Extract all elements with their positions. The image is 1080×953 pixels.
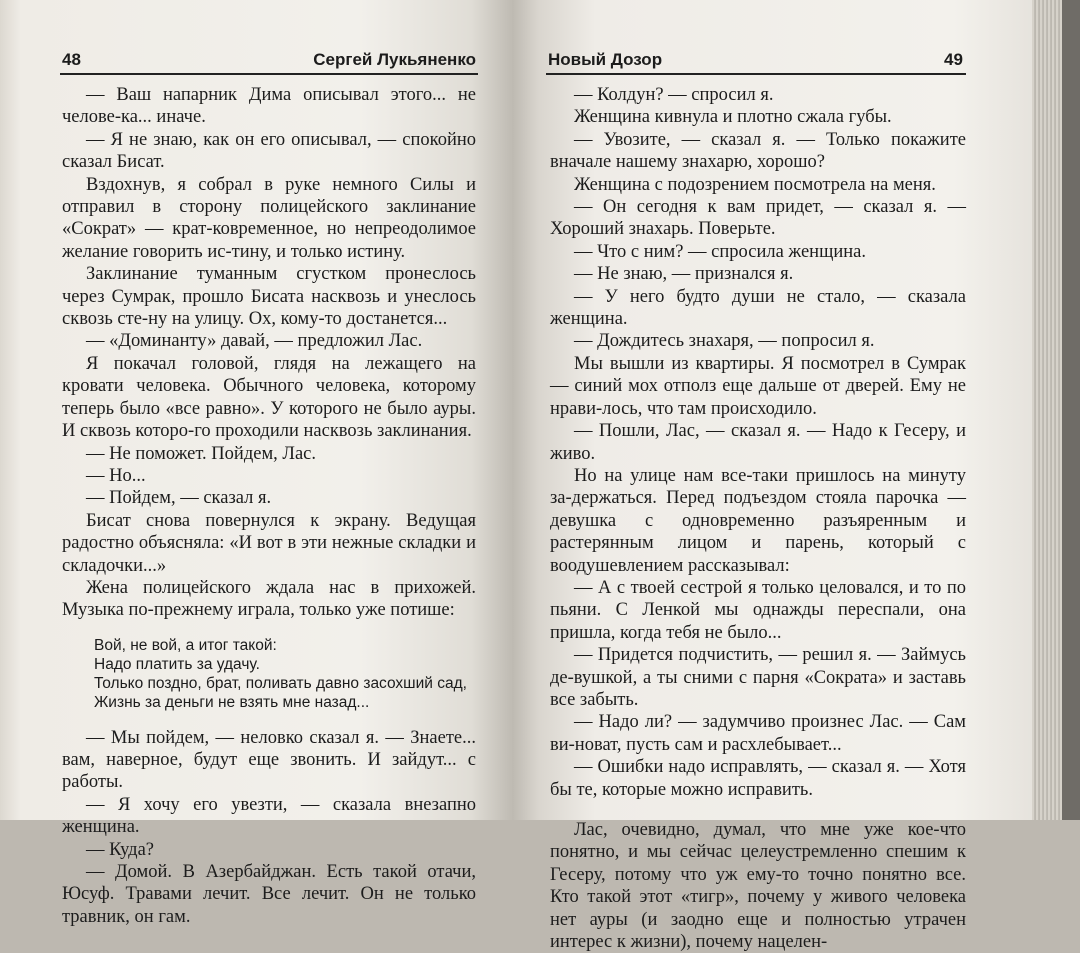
paragraph: Бисат снова повернулся к экрану. Ведущая радостно объясняла: «И вот в эти нежные складки и складочки...»	[62, 510, 476, 576]
paragraph: — Что с ним? — спросила женщина.	[574, 241, 866, 262]
paragraph: — Придется подчистить, — решил я. — Займусь де-вушкой, а ты сними с парня «Сократа» и заставь все забыть.	[550, 645, 966, 710]
right-page	[512, 0, 1032, 953]
paragraph: — Куда?	[86, 839, 154, 860]
paragraph: Женщина кивнула и плотно сжала губы.	[574, 107, 892, 128]
paragraph: Лас, очевидно, думал, что мне уже кое-что понятно, и мы сейчас целеустремленно спешим к Гесеру, потому что уж ему-то точно понятно все. Кто такой этот «тигр», почему у живого человека нет ауры (и заодно еще и полностью утрачен интерес к жизни), почему нацелен-	[550, 820, 966, 953]
verse-line: Вой, не вой, а итог такой:	[94, 636, 277, 654]
left-text-column	[62, 84, 476, 928]
paragraph: — Ошибки надо исправлять, — сказал я. — Хотя бы те, которые можно исправить.	[550, 757, 966, 800]
verse-line: Жизнь за деньги не взять мне назад...	[94, 694, 370, 712]
left-page	[0, 0, 512, 927]
right-header-rule	[546, 73, 966, 75]
paragraph: — Он сегодня к вам придет, — сказал я. — Хороший знахарь. Поверьте.	[550, 197, 966, 240]
paragraph: — А с твоей сестрой я только целовался, и то по пьяни. С Ленкой мы однажды переспали, она пришла, когда тебя не было...	[550, 577, 966, 643]
paragraph: — Надо ли? — задумчиво произнес Лас. — Сам ви-новат, пусть сам и расхлебывает...	[550, 712, 966, 755]
paragraph: Вздохнув, я собрал в руке немного Силы и отправил в сторону полицейского заклинание «Сократ» — крат-ковременное, но непреодолимое желание говорить ис-тину, и только истину.	[62, 174, 476, 262]
paragraph: Женщина с подозрением посмотрела на меня.	[574, 174, 936, 195]
book-cover-edge	[1062, 0, 1080, 820]
paragraph: — У него будто души не стало, — сказала женщина.	[550, 286, 966, 330]
verse-line: Только поздно, брат, поливать давно засохший сад,	[94, 675, 467, 693]
left-header-rule	[60, 73, 478, 75]
right-text-column	[550, 84, 966, 953]
left-paragraphs-before-verse	[62, 84, 476, 622]
left-page-number: 48	[62, 50, 81, 69]
paragraph: — Дождитесь знахаря, — попросил я.	[574, 331, 875, 352]
paragraph: — Пойдем, — сказал я.	[86, 488, 272, 509]
paragraph: — Но...	[86, 465, 146, 486]
paragraph: — Не поможет. Пойдем, Лас.	[86, 443, 316, 464]
right-running-head: Новый Дозор	[548, 50, 663, 69]
right-paragraphs-before-gap	[550, 84, 966, 801]
paragraph: — Пошли, Лас, — сказал я. — Надо к Гесеру, и живо.	[550, 421, 966, 464]
paragraph: Но на улице нам все-таки пришлось на минуту за-держаться. Перед подъездом стояла парочка — девушка с одновременно разъяренным и растерянным лицом и парень, который с воодушевлением рассказывал:	[550, 465, 966, 576]
section-gap	[550, 801, 966, 819]
paragraph: — Домой. В Азербайджан. Есть такой отачи, Юсуф. Травами лечит. Все лечит. Он не только травник, он гам.	[62, 862, 476, 927]
paragraph: — Я хочу его увезти, — сказала внезапно женщина.	[62, 794, 476, 838]
right-paragraphs-after-gap	[550, 819, 966, 953]
paragraph: Мы вышли из квартиры. Я посмотрел в Сумрак — синий мох отполз еще дальше от дверей. Ему не нрави-лось, что там происходило.	[550, 353, 966, 419]
paragraph: — Увозите, — сказал я. — Только покажите вначале нашему знахарю, хорошо?	[550, 129, 966, 173]
right-page-number: 49	[944, 50, 963, 69]
paragraph: — Я не знаю, как он его описывал, — спокойно сказал Бисат.	[62, 129, 476, 173]
paragraph: — Мы пойдем, — неловко сказал я. — Знаете... вам, наверное, будут еще звонить. И зайдут... с работы.	[62, 727, 476, 793]
paragraph: Я покачал головой, глядя на лежащего на кровати человека. Обычного человека, которому теперь было «все равно». У которого не было ауры. И сквозь которо-го проходили насквозь заклинания.	[62, 353, 476, 442]
paragraph: Жена полицейского ждала нас в прихожей. Музыка по-прежнему играла, только уже потише:	[62, 577, 476, 621]
paragraph: — Колдун? — спросил я.	[574, 85, 774, 105]
left-paragraphs-after-verse	[62, 727, 476, 929]
paragraph: — Не знаю, — признался я.	[574, 264, 794, 285]
song-verse	[94, 636, 476, 713]
paragraph: — «Доминанту» давай, — предложил Лас.	[86, 331, 423, 352]
verse-line: Надо платить за удачу.	[94, 655, 260, 673]
paragraph: Заклинание туманным сгустком пронеслось через Сумрак, прошло Бисата насквозь и унеслось сквозь сте-ну на улицу. Ох, кому-то достанется...	[62, 264, 476, 330]
left-running-head: Сергей Лукьяненко	[313, 50, 476, 69]
paragraph: — Ваш напарник Дима описывал этого... не челове-ка... иначе.	[62, 85, 476, 128]
